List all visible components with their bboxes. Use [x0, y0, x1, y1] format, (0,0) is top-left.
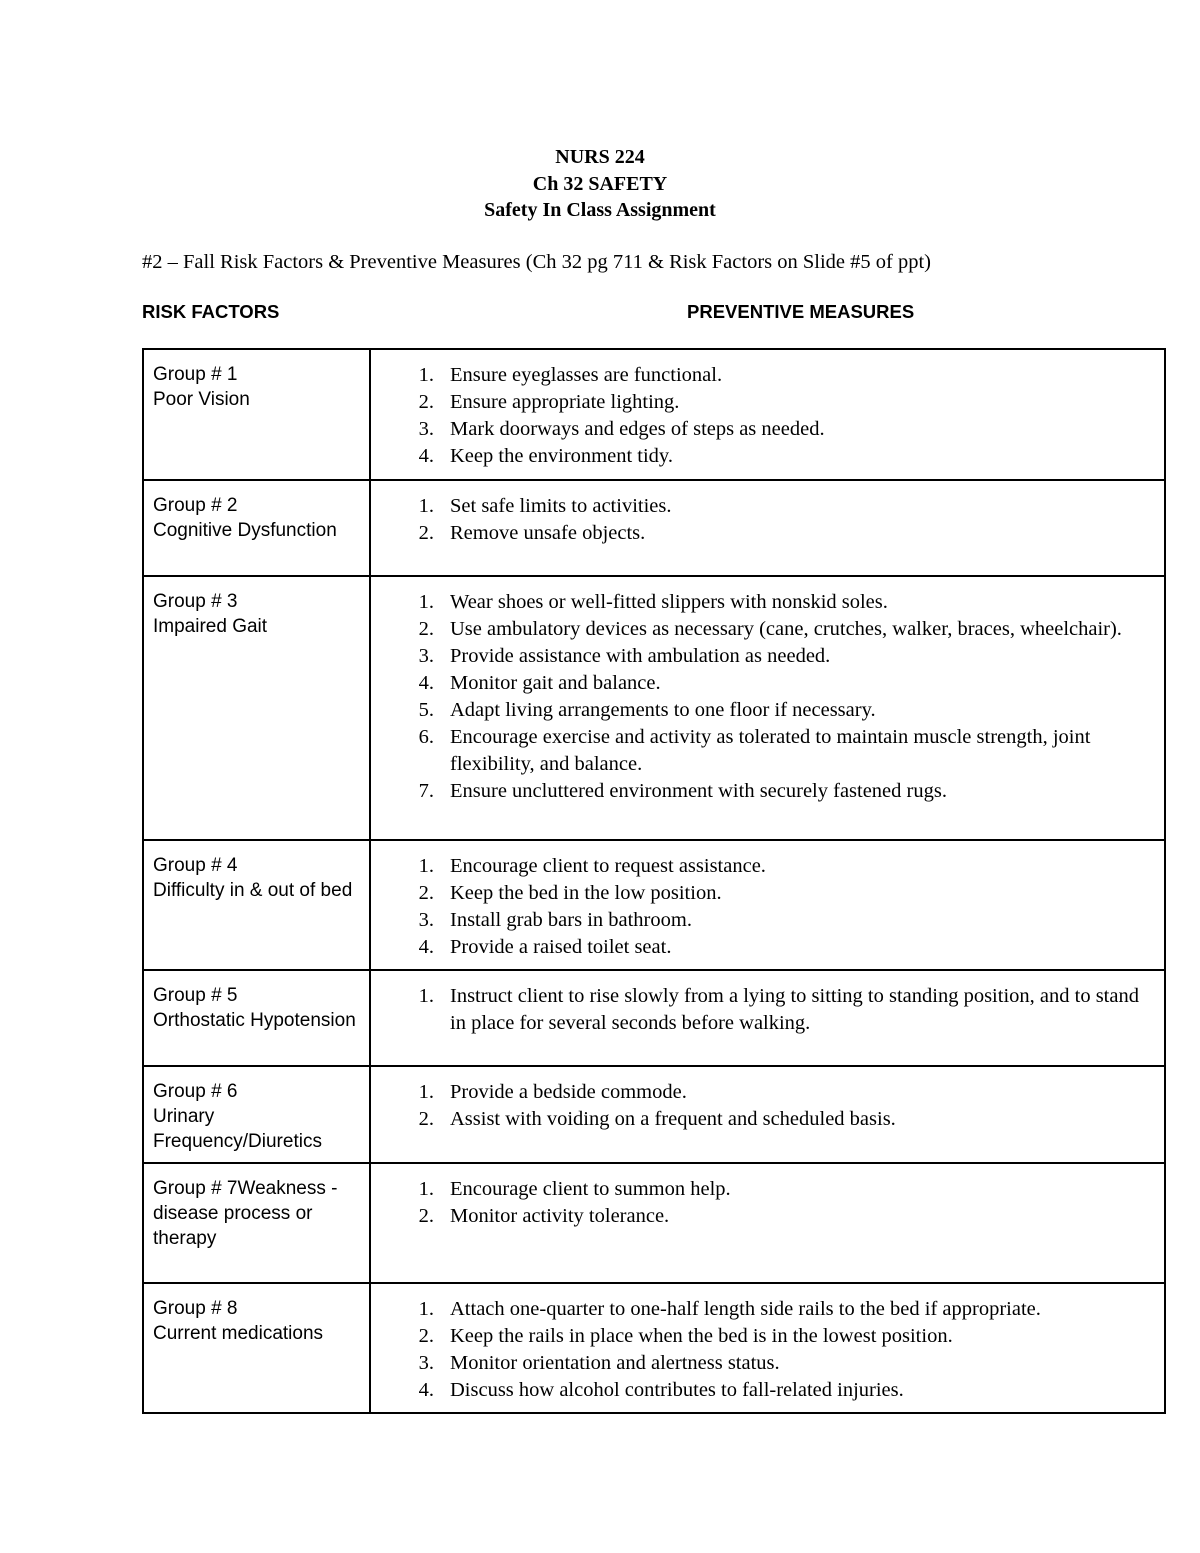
risk-factor-cell: [143, 349, 370, 480]
group-label: Group # 2: [153, 495, 238, 516]
list-item: [371, 1176, 1154, 1203]
list-item: [371, 907, 1154, 934]
risk-factor-label: Current medications: [153, 1323, 324, 1344]
list-item: [371, 616, 1154, 643]
table-row: [143, 576, 1165, 840]
measures-list: [371, 362, 1154, 470]
list-item-number: 2.: [418, 882, 434, 904]
risk-measures-table: [142, 348, 1166, 1414]
measures-list: [371, 1296, 1154, 1404]
list-item: [371, 934, 1154, 961]
risk-factors-heading: RISK FACTORS: [142, 301, 280, 322]
list-item-number: 3.: [418, 418, 434, 440]
risk-factor-cell: [143, 970, 370, 1066]
risk-factor-label: Poor Vision: [153, 389, 250, 410]
group-label: Group # 3: [153, 591, 238, 612]
group-label: Group # 1: [153, 364, 238, 385]
list-item-text: Ensure eyeglasses are functional.: [450, 364, 723, 386]
list-item-number: 5.: [418, 699, 434, 721]
list-item: [371, 362, 1154, 389]
list-item: [371, 643, 1154, 670]
list-item-number: 2.: [418, 391, 434, 413]
list-item: [371, 416, 1154, 443]
list-item-text: Use ambulatory devices as necessary (cane, crutches, walker, braces, wheelchair).: [450, 618, 1122, 640]
list-item-text: Provide a bedside commode.: [450, 1081, 687, 1103]
group-label: Group # 5: [153, 985, 238, 1006]
risk-factor-cell: [143, 840, 370, 970]
list-item: [371, 778, 1154, 805]
list-item-number: 3.: [418, 909, 434, 931]
list-item-text: Keep the environment tidy.: [450, 445, 673, 467]
list-item-number: 6.: [418, 726, 434, 748]
risk-factor-cell: [143, 1283, 370, 1413]
list-item-text: Install grab bars in bathroom.: [450, 909, 692, 931]
list-item-number: 1.: [418, 1081, 434, 1103]
list-item: [371, 443, 1154, 470]
list-item-number: 7.: [418, 780, 434, 802]
table-row: [143, 1283, 1165, 1413]
risk-factor-cell: [143, 480, 370, 576]
list-item: [371, 1377, 1154, 1404]
preventive-measures-cell: [370, 480, 1165, 576]
preventive-measures-cell: [370, 1283, 1165, 1413]
table-row: [143, 1163, 1165, 1283]
list-item-number: 4.: [418, 936, 434, 958]
risk-factor-cell: [143, 1066, 370, 1163]
list-item-number: 1.: [418, 495, 434, 517]
list-item: [371, 520, 1154, 547]
preventive-measures-heading: PREVENTIVE MEASURES: [687, 301, 915, 322]
list-item-number: 1.: [418, 591, 434, 613]
list-item: [371, 1323, 1154, 1350]
list-item-text: Provide assistance with ambulation as needed.: [450, 645, 831, 667]
risk-factor-label: Difficulty in & out of bed: [153, 880, 353, 901]
group-label: Group # 6: [153, 1081, 238, 1102]
group-label: Group # 4: [153, 855, 238, 876]
list-item-text: Encourage client to summon help.: [450, 1178, 731, 1200]
list-item-text: Provide a raised toilet seat.: [450, 936, 672, 958]
preventive-measures-cell: [370, 349, 1165, 480]
risk-factor-label: Orthostatic Hypotension: [153, 1010, 356, 1031]
table-row: [143, 480, 1165, 576]
list-item-number: 1.: [418, 855, 434, 877]
list-item-text: Attach one-quarter to one-half length side rails to the bed if appropriate.: [450, 1298, 1041, 1320]
list-item: [371, 880, 1154, 907]
table-row: [143, 970, 1165, 1066]
list-item-text: Set safe limits to activities.: [450, 495, 672, 517]
list-item-text: Mark doorways and edges of steps as needed.: [450, 418, 825, 440]
list-item-text: Keep the rails in place when the bed is in the lowest position.: [450, 1325, 953, 1347]
list-item-number: 2.: [418, 618, 434, 640]
preventive-measures-cell: [370, 576, 1165, 840]
list-item-number: 2.: [418, 522, 434, 544]
assignment-subtitle: #2 – Fall Risk Factors & Preventive Measures (Ch 32 pg 711 & Risk Factors on Slide #5 of ppt): [142, 251, 931, 273]
list-item: [371, 493, 1154, 520]
list-item-text: Encourage client to request assistance.: [450, 855, 766, 877]
list-item: [371, 697, 1154, 724]
table-row: [143, 840, 1165, 970]
list-item-text: Adapt living arrangements to one floor if necessary.: [450, 699, 876, 721]
course-title: NURS 224: [555, 146, 645, 168]
risk-factor-cell: [143, 576, 370, 840]
list-item: [371, 1350, 1154, 1377]
list-item-number: 2.: [418, 1325, 434, 1347]
measures-list: [371, 1176, 1154, 1230]
preventive-measures-cell: [370, 970, 1165, 1066]
list-item-text: Remove unsafe objects.: [450, 522, 646, 544]
list-item: [371, 389, 1154, 416]
list-item-number: 1.: [418, 1178, 434, 1200]
risk-factor-label: Impaired Gait: [153, 616, 268, 637]
list-item-text: Assist with voiding on a frequent and scheduled basis.: [450, 1108, 896, 1130]
list-item-number: 4.: [418, 672, 434, 694]
preventive-measures-cell: [370, 840, 1165, 970]
list-item-number: 4.: [418, 445, 434, 467]
measures-list: [371, 493, 1154, 547]
list-item: [371, 724, 1154, 778]
list-item: [371, 1203, 1154, 1230]
list-item-text: Keep the bed in the low position.: [450, 882, 722, 904]
risk-factor-cell: [143, 1163, 370, 1283]
list-item: [371, 1106, 1154, 1133]
list-item-text: Discuss how alcohol contributes to fall-related injuries.: [450, 1379, 904, 1401]
measures-list: [371, 983, 1154, 1037]
list-item-number: 4.: [418, 1379, 434, 1401]
chapter-title: Ch 32 SAFETY: [532, 172, 668, 195]
list-item: [371, 1079, 1154, 1106]
list-item-number: 2.: [418, 1205, 434, 1227]
list-item-text: Instruct client to rise slowly from a lying to sitting to standing position, and to stand in place for several seconds before walking.: [450, 985, 1139, 1034]
risk-factor-label: Urinary Frequency/Diuretics: [153, 1106, 322, 1152]
measures-list: [371, 1079, 1154, 1133]
list-item: [371, 983, 1154, 1037]
table-body: [143, 349, 1165, 1413]
list-item-number: 3.: [418, 1352, 434, 1374]
group-label: Group # 7Weakness - disease process or therapy: [153, 1178, 338, 1249]
list-item-number: 1.: [418, 1298, 434, 1320]
preventive-measures-cell: [370, 1163, 1165, 1283]
title-block: [0, 144, 1200, 224]
group-label: Group # 8: [153, 1298, 238, 1319]
list-item-text: Wear shoes or well-fitted slippers with nonskid soles.: [450, 591, 888, 613]
assignment-title: Safety In Class Assignment: [484, 199, 716, 221]
measures-list: [371, 589, 1154, 805]
list-item: [371, 1296, 1154, 1323]
preventive-measures-cell: [370, 1066, 1165, 1163]
measures-list: [371, 853, 1154, 961]
list-item: [371, 670, 1154, 697]
list-item-number: 2.: [418, 1108, 434, 1130]
table-row: [143, 1066, 1165, 1163]
list-item-text: Ensure appropriate lighting.: [450, 391, 680, 413]
list-item-text: Monitor orientation and alertness status.: [450, 1352, 780, 1374]
risk-factor-label: Cognitive Dysfunction: [153, 520, 337, 541]
list-item: [371, 853, 1154, 880]
list-item: [371, 589, 1154, 616]
list-item-text: Ensure uncluttered environment with securely fastened rugs.: [450, 780, 947, 802]
list-item-number: 1.: [418, 364, 434, 386]
list-item-text: Monitor gait and balance.: [450, 672, 661, 694]
list-item-text: Monitor activity tolerance.: [450, 1205, 670, 1227]
table-row: [143, 349, 1165, 480]
list-item-text: Encourage exercise and activity as tolerated to maintain muscle strength, joint flexibility, and balance.: [450, 726, 1091, 775]
list-item-number: 3.: [418, 645, 434, 667]
list-item-number: 1.: [418, 985, 434, 1007]
